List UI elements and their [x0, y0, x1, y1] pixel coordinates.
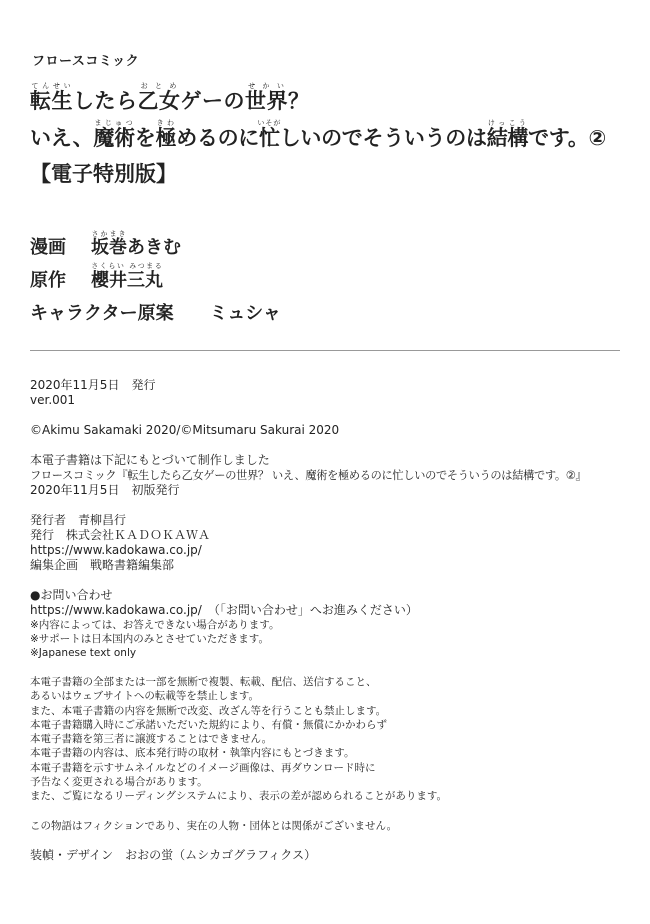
imprint-label: フロースコミック [32, 54, 140, 69]
publisher-editor: 編集企画 戦略書籍編集部 [30, 558, 175, 572]
title-text: です。② [528, 126, 607, 150]
publisher-company: 発行 株式会社ＫＡＤＯＫＡＷＡ [30, 528, 211, 542]
contact-note: ※内容によっては、お答えできない場合があります。 [30, 619, 280, 631]
credit-name: 坂巻さかまきあきむ [91, 230, 181, 258]
title-text: しいのでそういうのは [279, 126, 487, 150]
title-text: めるのに [176, 126, 259, 150]
title-line-2 [30, 119, 630, 156]
source-original: フロースコミック『転生したら乙女ゲーの世界？ いえ、魔術を極めるのに忙しいのでそういうのは結構です。②』 [30, 469, 587, 482]
publication-date: 2020年11月5日 発行 [30, 378, 156, 392]
title-text: したら [73, 89, 138, 113]
fiction-notice: この物語はフィクションであり、実在の人物・団体とは関係がございません。 [30, 819, 398, 832]
title-ruby: 世界せかい [245, 82, 288, 113]
design-credit: 装幀・デザイン おおの蛍（ムシカゴグラフィクス） [30, 847, 317, 862]
contact-note: ※Japanese text only [30, 647, 137, 659]
title-ruby: 魔術まじゅつ [93, 119, 135, 150]
title-ruby: 転生てんせい [30, 82, 73, 113]
title-text: ？ [288, 89, 310, 113]
credit-name: ミュシャ [209, 303, 281, 324]
credit-role: 漫画 [30, 237, 66, 258]
title-line-1 [30, 82, 630, 119]
credit-character-design [30, 292, 281, 325]
contact-url[interactable]: https://www.kadokawa.co.jp/ （「お問い合わせ」へお進みください） [30, 603, 418, 617]
publisher-issuer: 発行者 青柳昌行 [30, 513, 127, 527]
title-text: ゲーの [180, 89, 245, 113]
legal-line: 本電子書籍を示すサムネイルなどのイメージ画像は、再ダウンロード時に [30, 761, 376, 774]
publisher-url[interactable]: https://www.kadokawa.co.jp/ [30, 543, 202, 557]
legal-line: 予告なく変更される場合があります。 [30, 776, 208, 789]
credit-manga [30, 226, 281, 259]
legal-line: 本電子書籍の全部または一部を無断で複製、転載、配信、送信すること、 [30, 676, 377, 688]
title-ruby: 忙いそが [257, 119, 282, 150]
legal-line: また、本電子書籍の内容を無断で改変、改ざん等を行うことも禁止します。 [30, 704, 387, 717]
version: ver.001 [30, 393, 76, 407]
source-intro: 本電子書籍は下記にもとづいて制作しました [30, 453, 270, 467]
credit-role: キャラクター原案 [30, 303, 174, 324]
legal-line: また、ご覧になるリーディングシステムにより、表示の差が認められることがあります。 [30, 790, 448, 803]
legal-line: あるいはウェブサイトへの転載等を禁止します。 [30, 690, 260, 703]
source-date: 2020年11月5日 初版発行 [30, 483, 180, 497]
title-edition: 【電子特別版】 [30, 162, 177, 186]
colophon-details [30, 378, 630, 863]
credit-name: 櫻井三丸さくらい みつまる [91, 262, 163, 291]
contact-note: ※サポートは日本国内のみとさせていただきます。 [30, 633, 269, 645]
title-ruby: 極きわ [155, 119, 177, 150]
title-text: いえ、 [30, 126, 94, 150]
legal-line: 本電子書籍購入時にご承諾いただいた規約により、有償・無償にかかわらず [30, 718, 387, 731]
credit-original [30, 259, 281, 292]
title-text: を [134, 126, 156, 150]
title-ruby: 結構けっこう [486, 119, 529, 150]
section-divider [30, 350, 620, 351]
book-title [30, 82, 630, 192]
legal-line: 本電子書籍を第三者に譲渡することはできません。 [30, 733, 273, 746]
contact-heading: ●お問い合わせ [30, 588, 113, 602]
title-ruby: 乙女おとめ [137, 82, 181, 113]
legal-notice [30, 675, 630, 804]
credit-role: 原作 [30, 270, 66, 291]
credits [30, 226, 281, 325]
legal-line: 本電子書籍の内容は、底本発行時の取材・執筆内容にもとづきます。 [30, 747, 355, 760]
copyright: ©Akimu Sakamaki 2020/©Mitsumaru Sakurai 2020 [30, 423, 340, 437]
